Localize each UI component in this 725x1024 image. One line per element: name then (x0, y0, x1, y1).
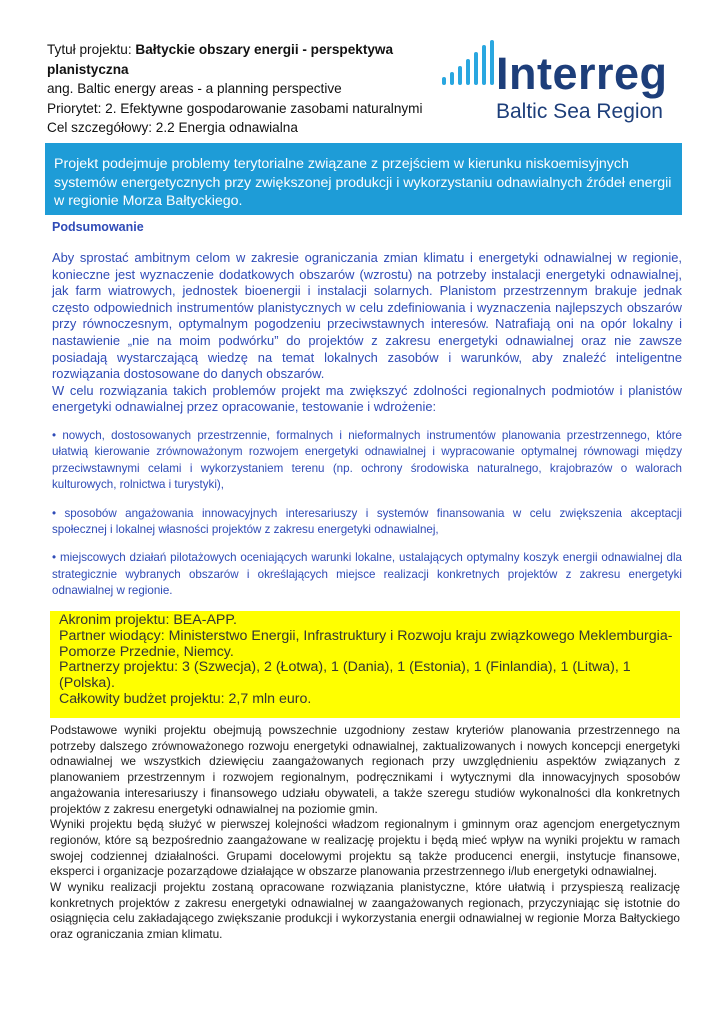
bullet-item: • sposobów angażowania innowacyjnych interesariuszy i systemów finansowania w celu zwiększenia akceptacji społecznej i lokalnej własności projektów z zakresu energetyki odnawialnej, (52, 506, 682, 536)
interreg-logo (438, 40, 688, 130)
logo-wordmark: Interreg (496, 48, 668, 99)
project-title: Tytuł projektu: Bałtyckie obszary energii - perspektywa planistyczna (47, 42, 394, 77)
lead-partner: Partner wiodący: Ministerstwo Energii, Infrastruktury i Rozwoju kraju związkowego Meklemburgia-Pomorze Przednie, Niemcy. (59, 627, 673, 660)
summary-paragraph-2: W celu rozwiązania takich problemów projekt ma zwiększyć zdolności regionalnych podmiotów i planistów energetyki odnawialnej przez opracowanie, testowanie i wdrożenie: (52, 382, 682, 415)
results-paragraph-2: Wyniki projektu będą służyć w pierwszej kolejności władzom regionalnym i gminnym oraz agencjom energetycznym regionów, które są bezpośrednio zaangażowane w realizację projektu i będą mieć wpływ na wyniki projektu w ramach swojej codziennej działalności. Grupami docelowymi projektu są także producenci energii, instytucje finansowe, eksperci i organizacje pozarządowe działające w obszarze planowania przestrzennego i/lub energetyki odnawialnej. (50, 817, 680, 879)
logo-subtitle: Baltic Sea Region (496, 100, 663, 123)
summary-section (52, 220, 682, 600)
bullet-item: • miejscowych działań pilotażowych oceniających warunki lokalne, ustalających optymalny koszyk energii odnawialnej dla strategicznie wybranych obszarów i określających miejsce realizacji konkretnych projektów z zakresu energetyki odnawialnej w regionie. (52, 551, 682, 598)
results-paragraph-1: Podstawowe wyniki projektu obejmują powszechnie uzgodniony zestaw kryteriów planowania przestrzennego na potrzeby dalszego zrównoważonego rozwoju energetyki odnawialnej, zaktualizowanych i nowych koncepcji energetyki odnawialnej we wszystkich dziewięciu zaangażowanych regionach przy uwzględnieniu aspektów związanych z planowaniem przestrzennym i rozwojem regionalnym, podręcznikami i wytycznymi dla innowacyjnych sposobów angażowania interesariuszy i finansowego udziału obywateli, a także szeregu studiów wykonalności dla konkretnych projektów z zakresu energetyki odnawialnej na poziomie gmin. (50, 723, 680, 816)
signal-bars-icon (438, 40, 498, 85)
project-facts-box (50, 611, 680, 718)
project-partners: Partnerzy projektu: 3 (Szwecja), 2 (Łotwa), 1 (Dania), 1 (Estonia), 1 (Finlandia), 1 (Litwa), 1 (Polska). (59, 659, 631, 692)
priority: Priorytet: 2. Efektywne gospodarowanie zasobami naturalnymi (47, 100, 423, 116)
summary-heading: Podsumowanie (52, 220, 144, 234)
results-paragraph-3: W wyniku realizacji projektu zostaną opracowane rozwiązania planistyczne, które ułatwią i przyspieszą realizację konkretnych projektów z zakresu energetyki odnawialnej w zaangażowanych regionach, przyczyniając się istotnie do osiągnięcia celu zakładającego zwiększanie produkcji i wykorzystania energii odnawialnej w regionie Morza Bałtyckiego oraz ograniczania zmian klimatu. (50, 880, 680, 942)
specific-objective: Cel szczegółowy: 2.2 Energia odnawialna (47, 120, 298, 135)
english-title: ang. Baltic energy areas - a planning perspective (47, 81, 342, 96)
acronym: Akronim projektu: BEA-APP. (59, 612, 237, 628)
bullet-item: • nowych, dostosowanych przestrzennie, formalnych i nieformalnych instrumentów planowania przestrzennego, które ułatwią kierowanie zrównoważonym rozwojem energetyki odnawialnej i wypracowanie optymalnej równowagi między przeciwstawnymi celami i wykorzystaniem terenu (np. ochrony środowiska naturalnego, krajobrazów o walorach kulturowych, rolnictwa i turystyki), (52, 428, 682, 492)
intro-box: Projekt podejmuje problemy terytorialne związane z przejściem w kierunku niskoemisyjnych systemów energetycznych przy zwiększonej produkcji i wykorzystaniu odnawialnych źródeł energii w regionie Morza Bałtyckiego. (45, 143, 682, 215)
project-header (47, 40, 447, 138)
results-section (50, 723, 680, 943)
total-budget: Całkowity budżet projektu: 2,7 mln euro. (59, 690, 312, 707)
summary-paragraph-1: Aby sprostać ambitnym celom w zakresie ograniczania zmian klimatu i energetyki odnawialnej w regionie, konieczne jest wyznaczenie dodatkowych obszarów (wzrostu) na potrzeby instalacji energetyki odnawialnej, jak farm wiatrowych, jednostek bioenergii i instalacji solarnych. Planistom przestrzennym brakuje jednak często odpowiednich instrumentów planistycznych w celu zdefiniowania i wyznaczenia najlepszych obszarów przy równoczesnym, optymalnym pogodzeniu przeciwstawnych interesów. Natrafiają oni na opór lokalny i nastawienie „nie na moim podwórku” do projektów z zakresu energetyki odnawialnej oraz nie zawsze posiadają wystarczającą wiedzę na temat lokalnych zasobów i warunków, aby znaleźć inteligentne rozwiązania dostosowane do danych obszarów. (52, 250, 682, 382)
